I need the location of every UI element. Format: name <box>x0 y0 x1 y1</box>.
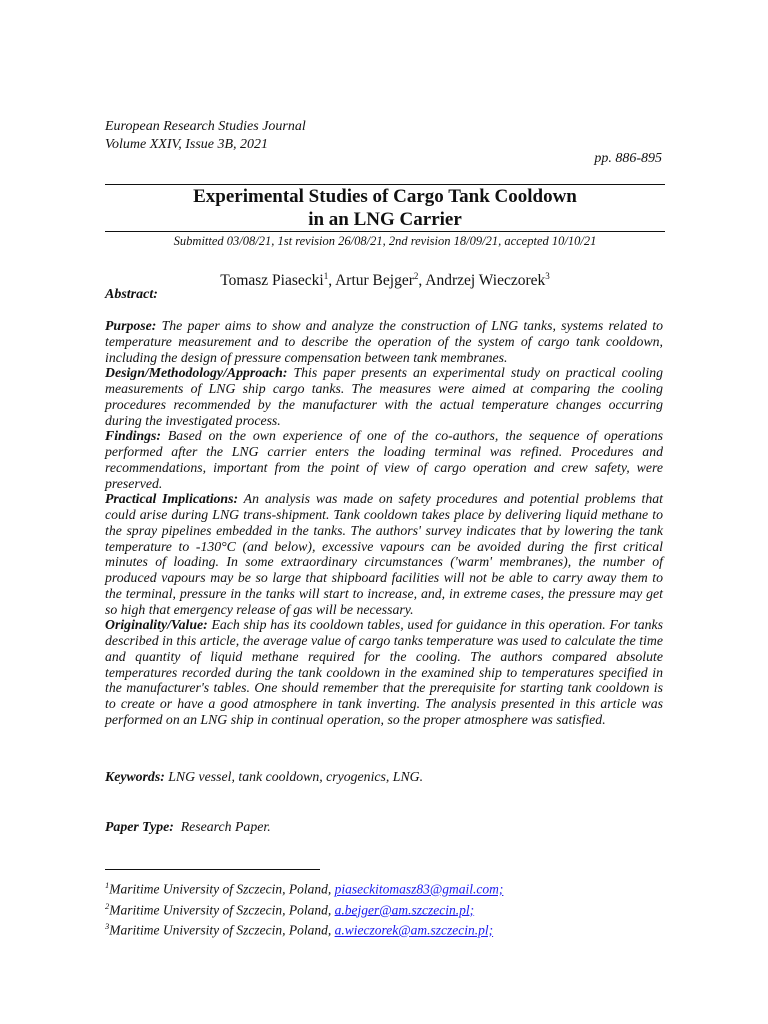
section-label: Findings: <box>105 428 161 444</box>
keywords-text: LNG vessel, tank cooldown, cryogenics, LNG. <box>168 769 424 784</box>
section-label: Purpose: <box>105 318 157 333</box>
author-name: Andrzej Wieczorek <box>425 272 546 290</box>
journal-name: European Research Studies Journal <box>105 119 306 134</box>
author-affiliation-mark: 3 <box>545 271 550 281</box>
footnote-affiliation: Maritime University of Szczecin, Poland, <box>109 902 335 917</box>
abstract-findings <box>105 428 663 491</box>
title-line-1: Experimental Studies of Cargo Tank Cooldown <box>193 186 577 207</box>
section-label: Practical Implications: <box>105 491 239 507</box>
abstract-originality <box>105 617 663 727</box>
journal-header <box>105 118 665 154</box>
abstract-body <box>105 318 663 728</box>
author-separator: , <box>328 272 336 290</box>
abstract-implications <box>105 491 663 617</box>
paper-type-label: Paper Type: <box>105 819 174 834</box>
email-link[interactable]: a.bejger@am.szczecin.pl; <box>334 902 475 917</box>
footnote-mark: 2 <box>105 900 110 911</box>
paper-type-text: Research Paper. <box>180 819 271 834</box>
title-line-2: in an LNG Carrier <box>308 209 462 230</box>
keywords <box>105 769 665 785</box>
section-label: Design/Methodology/Approach: <box>105 365 288 381</box>
title-bottom-rule <box>105 231 665 232</box>
footnote-1 <box>105 877 665 898</box>
section-text: The paper aims to show and analyze the construction of LNG tanks, systems related to temperature measurement and to describe the operation of the system of cargo tank cooldown, including the design of pressure compensation between tank membranes. <box>105 318 664 365</box>
section-text: An analysis was made on safety procedures and potential problems that could arise during LNG trans-shipment. Tank cooldown takes place by delivering liquid methane to the spray pipelines embedded in the tanks. The authors' survey indicates that by lowering the tank temperature to -130°C (and below), excessive vapours can be avoided during the first critical minutes of loading. In some extraordinary circumstances ('warm' membranes), the number of produced vapours may be so large that shipboard facilities will not be able to carry away them to the terminal, pressure in the tanks will start to increase, and, in extreme cases, the pressure may get so high that emergency release of gas will be necessary. <box>105 491 664 617</box>
abstract-purpose <box>105 318 663 365</box>
footnotes <box>105 877 665 939</box>
author-affiliation-mark: 2 <box>413 271 419 281</box>
submission-dates: Submitted 03/08/21, 1st revision 26/08/21, 2nd revision 18/09/21, accepted 10/10/21 <box>173 234 597 248</box>
footnote-rule <box>105 869 320 870</box>
footnote-2 <box>105 898 665 919</box>
section-text: This paper presents an experimental study on practical cooling measurements of LNG ship cargo tanks. The measures were aimed at comparing the cooling procedures recommended by the manufacturer with the actual temperature changes occurring during the investigated process. <box>105 365 664 428</box>
author-list <box>105 266 665 291</box>
paper-title <box>105 185 665 231</box>
footnote-3 <box>105 918 665 939</box>
email-link[interactable]: a.wieczorek@am.szczecin.pl; <box>334 922 494 938</box>
abstract-heading: Abstract: <box>105 287 158 302</box>
footnote-mark: 1 <box>105 880 110 890</box>
section-text: Each ship has its cooldown tables, used for guidance in this operation. For tanks described in this article, the average value of cargo tanks temperature was used to calculate the time and quantity of liquid methane required for the cooling. The authors compared absolute temperatures recorded during the tank cooldown in the examined ship to temperatures specified in the manufacturer's tables. One should remember that the prerequisite for starting tank cooldown is to create or have a good atmosphere in tank inverting. The analysis presented in this article was performed on an LNG ship in continual operation, so the proper atmosphere was satisfied. <box>105 617 664 727</box>
author-name: Artur Bejger <box>335 272 414 290</box>
section-label: Originality/Value: <box>105 617 208 633</box>
journal-volume: Volume XXIV, Issue 3B, 2021 <box>105 137 269 152</box>
footnote-mark: 3 <box>105 921 110 931</box>
footnote-affiliation: Maritime University of Szczecin, Poland, <box>109 881 335 897</box>
author-separator: , <box>418 272 426 290</box>
paper-type <box>105 819 665 835</box>
footnote-affiliation: Maritime University of Szczecin, Poland, <box>109 922 335 938</box>
email-link[interactable]: piaseckitomasz83@gmail.com; <box>334 881 504 897</box>
author-affiliation-mark: 1 <box>323 271 329 281</box>
keywords-label: Keywords: <box>105 769 165 784</box>
abstract-design <box>105 365 663 428</box>
page-range: pp. 886-895 <box>594 151 662 166</box>
author-name: Tomasz Piasecki <box>220 272 324 290</box>
section-text: Based on the own experience of one of the co-authors, the sequence of operations performed after the LNG carrier enters the loading terminal was refined. Procedures and recommendations, important from the point of view of cargo operation and crew safety, were preserved. <box>105 428 664 491</box>
